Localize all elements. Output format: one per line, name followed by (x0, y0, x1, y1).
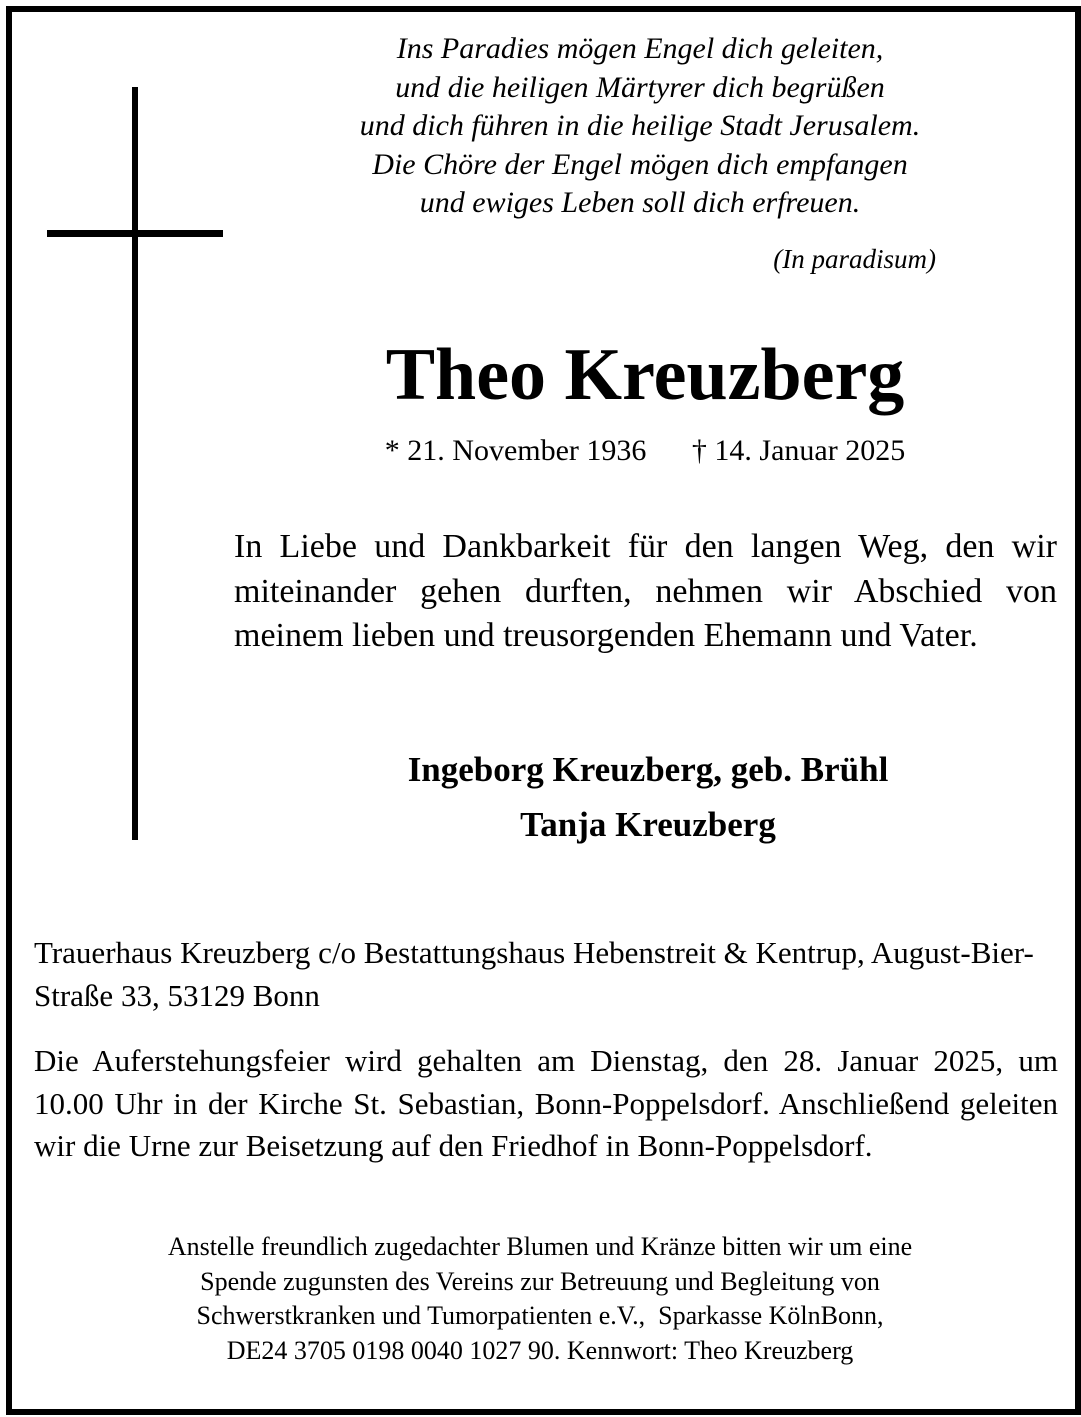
verse-line: und dich führen in die heilige Stadt Jerusalem. (359, 109, 921, 142)
verse-line: Ins Paradies mögen Engel dich geleiten, (396, 32, 884, 65)
deceased-name: Theo Kreuzberg (385, 334, 905, 416)
mourner-name: Tanja Kreuzberg (520, 805, 776, 844)
life-dates (340, 432, 950, 470)
service-details: Die Auferstehungsfeier wird gehalten am Dienstag, den 28. Januar 2025, um 10.00 Uhr in der Kirche St. Sebastian, Bonn-Poppelsdorf. Anschließend geleiten wir die Urne zur Beisetzung auf den Friedhof in Bonn-Poppelsdorf. (34, 1043, 1058, 1163)
mourner-name: Ingeborg Kreuzberg, geb. Brühl (407, 750, 889, 789)
donation-line: DE24 3705 0198 0040 1027 90. Kennwort: Theo Kreuzberg (226, 1335, 854, 1365)
verse-line: Die Chöre der Engel mögen dich empfangen (372, 147, 908, 181)
verse-source: (In paradisum) (773, 244, 936, 274)
verse (290, 30, 990, 223)
farewell-message: In Liebe und Dankbarkeit für den langen Weg, den wir miteinander gehen durften, nehmen wir Abschied von meinem lieben und treusorgenden Ehemann und Vater. (234, 528, 1057, 654)
donation-line: Schwerstkranken und Tumorpatienten e.V., Sparkasse KölnBonn, (196, 1301, 884, 1330)
cross-horizontal-bar (47, 230, 223, 237)
verse-line: und ewiges Leben soll dich erfreuen. (419, 186, 861, 219)
birth-date: * 21. November 1936 (384, 434, 647, 467)
mourning-house-address: Trauerhaus Kreuzberg c/o Bestattungshaus Hebenstreit & Kentrup, August-Bier-Straße 33, 53129 Bonn (34, 935, 1034, 1013)
mourners (320, 742, 976, 852)
cross-vertical-bar (132, 87, 138, 840)
donation-line: Anstelle freundlich zugedachter Blumen und Kränze bitten wir um eine (167, 1232, 913, 1261)
verse-line: und die heiligen Märtyrer dich begrüßen (395, 70, 885, 104)
donation-request (40, 1230, 1040, 1368)
donation-line: Spende zugunsten des Vereins zur Betreuung und Begleitung von (200, 1266, 880, 1296)
death-date: † 14. Januar 2025 (691, 434, 906, 467)
